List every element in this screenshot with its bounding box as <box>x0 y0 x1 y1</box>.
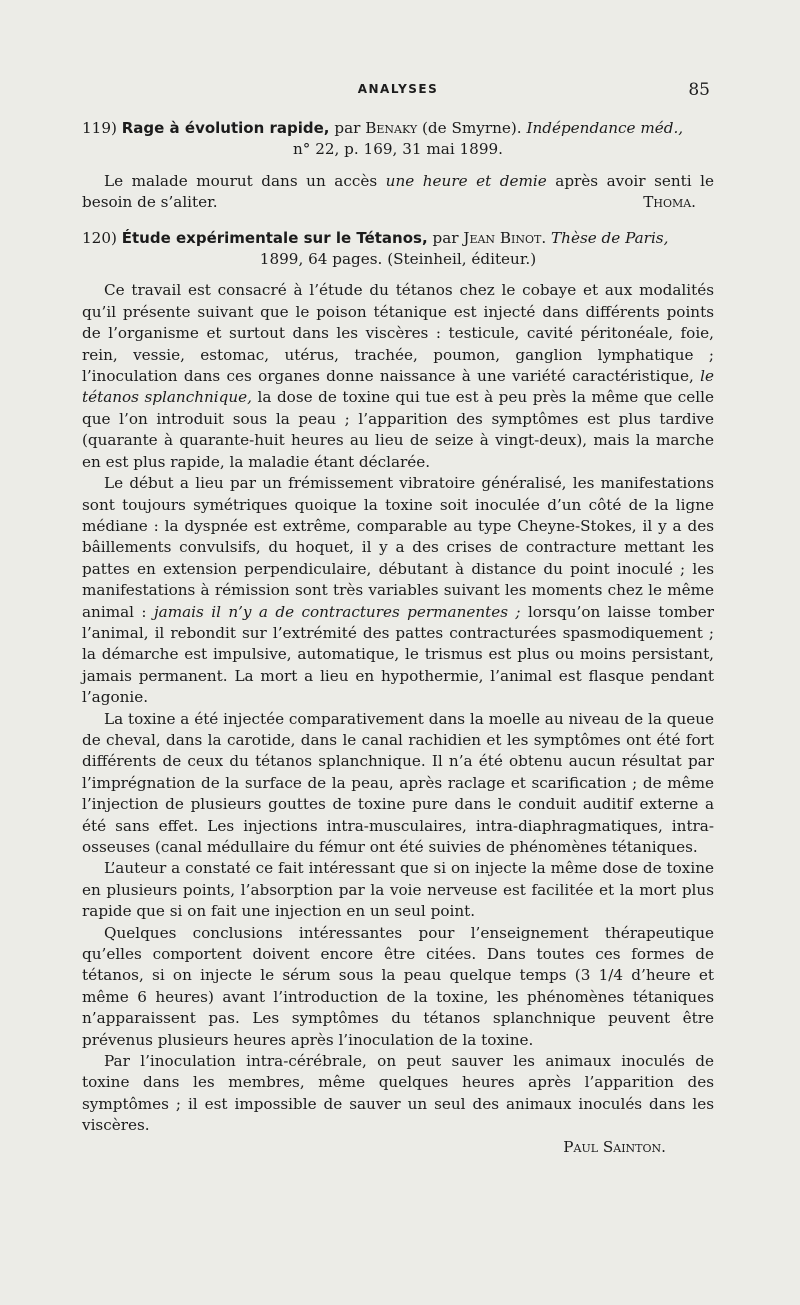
entry-120-paragraph-1 <box>82 280 714 473</box>
italic-text: jamais il n’y a de contractures permanentes ; <box>153 602 521 621</box>
entry-119-paragraph <box>82 171 714 214</box>
entry-119-number: 119) <box>82 119 117 137</box>
entry-120-these: Thèse de Paris, <box>551 228 669 247</box>
entry-120-paragraph-4: L’auteur a constaté ce fait intéressant que si on injecte la même dose de toxine en plusieurs points, l’absorption par la voie nerveuse est facilitée et la mort plus rapide que si on fait une injection en un seul point. <box>82 859 714 921</box>
entry-120-par: par <box>432 228 459 247</box>
entry-120-reference: 1899, 64 pages. (Steinheil, éditeur.) <box>259 250 537 269</box>
running-head: ANALYSES <box>357 82 439 96</box>
entry-119-par: par <box>334 119 361 137</box>
italic-text: le tétanos splanchnique, <box>82 367 715 407</box>
entry-120-paragraph-5: Quelques conclusions intéressantes pour l’enseignement thérapeutique qu’elles comportent doivent encore être citées. Dans toutes ces formes de tétanos, si on injecte le sérum sous la peau quelque temps (3 1/4 d’heure et même 6 heures) avant l’introduction de la toxine, les phénomènes tétaniques n’apparaissent pas. Les symptômes du tétanos splanchnique peuvent être prévenus plusieurs heures après l’inoculation de la toxine. <box>82 923 714 1049</box>
page-header <box>82 80 714 104</box>
entry-120-title: Étude expérimentale sur le Tétanos, <box>121 228 428 247</box>
entry-119-signature: Thoma. <box>643 193 696 212</box>
entry-120-heading <box>82 228 714 271</box>
italic-text: une heure et demie <box>385 171 547 190</box>
entry-119-journal: Indépendance méd., <box>526 119 684 137</box>
text: la dose de toxine qui tue est à peu près la même que celle que l’on introduit sous la peau ; l’apparition des symptômes est plus tardive (quarante à quarante-huit heures au lieu de seize à vingt-deux), mais la marche en est plus rapide, la maladie étant déclarée. <box>82 388 714 471</box>
text: Le malade mourut dans un accès <box>104 171 378 190</box>
entry-119-reference: n° 22, p. 169, 31 mai 1899. <box>293 140 503 159</box>
entry-119-author-place: (de Smyrne). <box>422 119 522 137</box>
text: Le début a lieu par un frémissement vibratoire généralisé, les manifestations sont toujours symétriques quoique la toxine soit inoculée d’un côté de la ligne médiane : la dyspnée est extrême, comparable au type Cheyne-Stokes, il y a des bâillements convulsifs, du hoquet, il y a des crises de contracture mettant les pattes en extension perpendiculaire, débutant à distance du point inoculé ; les manifestations à rémission sont très variables suivant les moments chez le même animal : <box>82 474 714 621</box>
entry-120-paragraph-2 <box>82 473 714 708</box>
entry-119-title: Rage à évolution rapide, <box>121 119 330 137</box>
text: Ce travail est consacré à l’étude du tétanos chez le cobaye et aux modalités qu’il présente suivant que le poison tétanique est injecté dans différents points de l’organisme et surtout dans les viscères : testicule, cavité péritonéale, foie, rein, vessie, estomac, utérus, trachée, poumon, ganglion lymphatique ; l’inoculation dans ces organes donne naissance à une variété caractéristique, <box>82 281 714 386</box>
entry-119-heading <box>82 118 714 161</box>
page-body <box>82 118 714 1158</box>
text: lorsqu’on laisse tomber l’animal, il rebondit sur l’extrémité des pattes contracturées spasmodiquement ; la démarche est impulsive, automatique, le trismus est plus ou moins persistant, jamais permanent. La mort a lieu en hypothermie, l’animal est flasque pendant l’agonie. <box>82 602 715 707</box>
entry-120-number: 120) <box>82 228 117 247</box>
entry-119-author: Benaky <box>365 119 418 137</box>
page-number: 85 <box>688 80 710 100</box>
entry-120-paragraph-6: Par l’inoculation intra-cérébrale, on peut sauver les animaux inoculés de toxine dans les membres, même quelques heures après l’apparition des symptômes ; il est impossible de sauver un seul des animaux inoculés dans les viscères. <box>82 1052 714 1135</box>
entry-120-signature: Paul Sainton. <box>563 1137 666 1156</box>
entry-120-paragraph-3: La toxine a été injectée comparativement dans la moelle au niveau de la queue de cheval, dans la carotide, dans le canal rachidien et les symptômes ont été fort différents de ceux du tétanos splanchnique. Il n’a été obtenu aucun résultat par l’imprégnation de la surface de la peau, après raclage et scarification ; de même l’injection de plusieurs gouttes de toxine pure dans le conduit auditif externe a été sans effet. Les injections intra-musculaires, intra-diaphragmatiques, intra-osseuses (canal médullaire du fémur ont été suivies de phénomènes tétaniques. <box>82 709 714 856</box>
entry-120-author: Jean Binot. <box>463 228 547 247</box>
text: après avoir senti le besoin de s’aliter. <box>82 171 714 212</box>
